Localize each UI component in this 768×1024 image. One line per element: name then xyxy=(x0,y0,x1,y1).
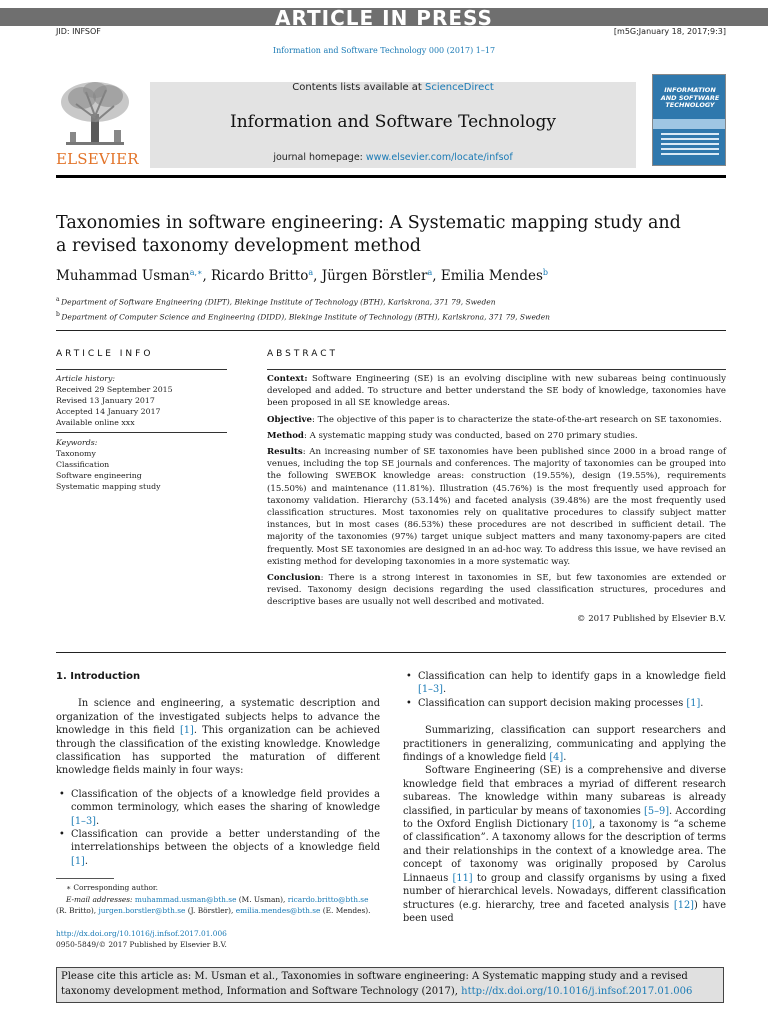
author-name: Ricardo Britto xyxy=(211,268,309,284)
journal-cover xyxy=(652,74,726,166)
citation-link[interactable]: [5–9] xyxy=(644,805,670,817)
footnote-rule xyxy=(56,878,114,879)
email-owner: (M. Usman), xyxy=(236,894,288,904)
keyword-item: Classification xyxy=(56,460,110,469)
affiliation-mark: b xyxy=(56,310,60,318)
cover-strip xyxy=(653,119,726,129)
publisher-name: ELSEVIER xyxy=(56,150,139,168)
author-list: Muhammad Usman$^{a,∗}$, Ricardo Britto$^a$, Jürgen Börstler$^a$, Emilia Mendes$^b$ xyxy=(56,268,549,284)
abstract-conclusion xyxy=(267,572,726,609)
article-info-rule xyxy=(56,369,227,370)
copyright-line: © 2017 Published by Elsevier B.V. xyxy=(576,613,726,624)
abstract-text: Software Engineering (SE) is an evolving discipline with new subareas being continuously developed and added. To structure and better understand the SE body of knowledge, taxonomies have been proposed in all SE knowledge areas. xyxy=(267,374,726,409)
journal-header-panel xyxy=(150,82,636,168)
history-item: Revised 13 January 2017 xyxy=(56,396,155,405)
citation-link[interactable]: [4] xyxy=(549,752,564,764)
text-run: . xyxy=(96,815,100,827)
abstract-label: Objective xyxy=(267,414,312,425)
homepage-link[interactable]: www.elsevier.com/locate/infsof xyxy=(365,152,513,163)
citation-text: Please cite this article as: M. Usman et al., Taxonomies in software engineering: A Systematic mapping study and a revised taxonomy development method, Information and Software Technology (2017), xyxy=(61,971,688,997)
text-run: Software Engineering (SE) is a comprehensive and diverse knowledge field that embraces a myriad of different research subareas. The knowledge within many subareas is already classified, in particular by means of taxonomies xyxy=(403,765,726,817)
article-in-press-label: ARTICLE IN PRESS xyxy=(275,6,493,30)
text-run: Classification can provide a better understanding of the interrelationships between the objects of a knowledge field xyxy=(71,829,380,854)
body-right-column xyxy=(403,670,726,925)
abstract-results xyxy=(267,446,726,568)
author-affiliation-mark[interactable]: a,∗ xyxy=(189,268,203,277)
citation-link[interactable]: [10] xyxy=(572,819,593,831)
text-run: to group and classify organisms by using a fixed number of hierarchical levels. Nowadays, different classification structures (e.g. hierarchy, tree and faceted analysis xyxy=(403,872,726,911)
citation-link[interactable]: [11] xyxy=(452,872,473,884)
journal-reference[interactable]: Information and Software Technology 000 (2017) 1–17 xyxy=(272,46,496,55)
doi-link[interactable]: http://dx.doi.org/10.1016/j.infsof.2017.01.006 xyxy=(56,929,227,938)
cover-title: INFORMATION AND SOFTWARE TECHNOLOGY xyxy=(660,86,720,109)
section-heading-introduction: 1. Introduction xyxy=(56,671,141,682)
keywords-label: Keywords: xyxy=(56,438,98,447)
affiliation-text: Department of Computer Science and Engineering (DIDD), Blekinge Institute of Technology (BTH), Karlskrona, 371 79, Sweden xyxy=(61,312,550,321)
abstract-text: : The objective of this paper is to characterize the state-of-the-art research on SE taxonomies. xyxy=(312,414,722,425)
list-item xyxy=(56,788,380,828)
citation-link[interactable]: [1] xyxy=(179,725,194,737)
elsevier-logo xyxy=(56,80,139,168)
citation-link[interactable]: [12] xyxy=(673,899,695,911)
classification-benefits-list xyxy=(56,788,380,868)
affiliation-text: Department of Software Engineering (DIPT), Blekinge Institute of Technology (BTH), Karlskrona, 371 79, Sweden xyxy=(61,297,496,307)
keywords xyxy=(56,437,231,492)
citation-link[interactable]: [1–3] xyxy=(71,815,97,827)
affiliation-mark: a xyxy=(56,296,60,303)
text-run: Classification can help to identify gaps in a knowledge field xyxy=(418,671,726,682)
citation-doi-link[interactable]: http://dx.doi.org/10.1016/j.infsof.2017.01.006 xyxy=(461,986,693,997)
abstract-text: : A systematic mapping study was conducted, based on 270 primary studies. xyxy=(303,430,638,441)
se-paragraph xyxy=(403,764,726,925)
contents-line xyxy=(150,82,636,93)
classification-benefits-list-continued xyxy=(403,670,726,710)
title-rule xyxy=(56,330,726,331)
summary-paragraph xyxy=(403,724,726,764)
text-run: In science and engineering, a systematic description and organization of the investigated subjects helps to advance the knowledge in this field xyxy=(56,698,380,737)
text-run: Summarizing, classification can support researchers and practitioners in generalizing, communicating and applying the findings of a knowledge field xyxy=(403,725,726,764)
citation-link[interactable]: [1] xyxy=(71,855,85,867)
abstract-label: Results xyxy=(267,447,303,458)
citation-box xyxy=(56,967,724,1003)
cover-lines xyxy=(661,133,719,158)
text-run: . According to the Oxford English Dictionary xyxy=(403,805,726,831)
email-addresses-continued xyxy=(56,905,386,917)
doi-block xyxy=(56,928,386,950)
email-owner: (E. Mendes). xyxy=(320,906,371,915)
citation-link[interactable]: [1–3] xyxy=(418,684,444,696)
affiliation-item xyxy=(56,294,696,309)
email-label: E-mail addresses: xyxy=(66,894,133,904)
author-affiliation-mark[interactable]: b xyxy=(542,268,549,277)
abstract-body xyxy=(267,373,726,625)
sciencedirect-link[interactable]: ScienceDirect xyxy=(425,82,494,93)
abstract-objective xyxy=(267,414,726,426)
text-run: Classification can support decision making processes xyxy=(418,697,687,709)
elsevier-tree-icon xyxy=(56,80,134,150)
author-name: Muhammad Usman xyxy=(56,268,190,284)
list-item xyxy=(56,828,380,868)
email-owner: (J. Börstler), xyxy=(185,906,236,915)
keyword-item: Taxonomy xyxy=(56,449,96,458)
email-owner: (R. Britto), xyxy=(56,906,99,915)
abstract-context xyxy=(267,373,726,410)
text-run: . xyxy=(443,684,447,696)
keywords-rule xyxy=(56,432,227,433)
journal-title: Information and Software Technology xyxy=(230,112,556,132)
text-run: Classification of the objects of a knowledge field provides a common terminology, which eases the sharing of knowledge xyxy=(71,788,380,814)
header-rule xyxy=(56,175,726,178)
article-history xyxy=(56,373,231,428)
abstract-text: : An increasing number of SE taxonomies have been published since 2000 in a broad range of venues, including the top SE journals and conferences. The majority of taxonomies can be grouped into the following SWEBOK knowledge areas: construction (19.55%), design (19.55%), requirements (15.50%) and maintenance (11.81%). Illustration (45.76%) is the most frequently used approach for taxonomy validation. Hierarchy (53.14%) and faceted analysis (39.48%) are the most frequently used classification structures. Most taxonomies rely on qualitative procedures to classify subject matter instances, but in most cases (86.53%) these procedures are not described in sufficient detail. The majority of the taxonomies (97%) target unique subject matters and many taxonomy-papers are cited frequently. Most SE taxonomies are designed in an ad-hoc way. To address this issue, we have revised an existing method for developing taxonomies in a more systematic way. xyxy=(267,447,726,567)
abstract-label: Context: xyxy=(267,374,308,384)
journal-id: JID: INFSOF xyxy=(56,27,101,36)
article-info-heading: ARTICLE INFO xyxy=(56,349,154,359)
text-run: . xyxy=(700,697,704,709)
abstract-text: : There is a strong interest in taxonomies in SE, but few taxonomies are extended or revised. Taxonomy design decisions regarding the used classification structures, procedures and descriptive bases are usually not well described and motivated. xyxy=(267,573,726,608)
affiliations xyxy=(56,294,696,323)
email-addresses xyxy=(56,894,386,906)
email-link[interactable]: muhammad.usman@bth.se xyxy=(134,894,237,904)
abstract-method xyxy=(267,430,726,442)
author-name: Jürgen Börstler xyxy=(321,268,428,284)
homepage-prefix: journal homepage: xyxy=(273,152,366,163)
history-item: Received 29 September 2015 xyxy=(56,385,173,394)
body-left-column xyxy=(56,670,380,868)
homepage-line xyxy=(150,152,636,163)
history-label: Article history: xyxy=(56,374,116,383)
list-item xyxy=(403,670,726,697)
citation-link[interactable]: [1] xyxy=(686,697,701,709)
corresponding-author-note: ∗ Corresponding author. xyxy=(66,883,158,892)
abstract-label: Conclusion xyxy=(267,573,321,584)
abstract-end-rule xyxy=(56,652,726,653)
list-item xyxy=(403,697,726,710)
contents-prefix: Contents lists available at xyxy=(292,82,426,93)
email-link[interactable]: ricardo.britto@bth.se xyxy=(287,894,369,904)
intro-paragraph xyxy=(56,697,380,777)
text-run: . xyxy=(84,855,89,867)
author-affiliation-mark[interactable]: a xyxy=(427,268,433,277)
abstract-rule xyxy=(267,369,726,370)
article-title: Taxonomies in software engineering: A Systematic mapping study and a revised taxonomy development method xyxy=(56,213,681,256)
keyword-item: Software engineering xyxy=(56,471,142,480)
issn-line: 0950-5849/© 2017 Published by Elsevier B.V. xyxy=(56,940,227,949)
history-item: Accepted 14 January 2017 xyxy=(56,407,161,416)
footnotes xyxy=(56,882,386,917)
history-item: Available online xxx xyxy=(56,418,135,427)
keyword-item: Systematic mapping study xyxy=(56,482,161,491)
abstract-heading: ABSTRACT xyxy=(267,349,339,359)
build-stamp: [m5G;January 18, 2017;9:3] xyxy=(613,27,726,36)
text-run: . This organization can be achieved through the classification of the existing knowledge. Knowledge classification has supported the maturation of different knowledge fields mainly in four ways: xyxy=(56,725,380,777)
abstract-label: Method xyxy=(267,430,304,441)
text-run: , a taxonomy is “a scheme of classification”. A taxonomy allows for the description of terms and their relationships in the context of a knowledge area. The concept of taxonomy was originally proposed by Carolus Linnaeus xyxy=(403,819,726,884)
affiliation-item xyxy=(56,309,696,324)
text-run: ) have been used xyxy=(403,899,726,924)
author-name: Emilia Mendes xyxy=(440,268,543,284)
text-run: . xyxy=(563,752,567,764)
email-link[interactable]: jurgen.borstler@bth.se xyxy=(98,906,186,915)
author-affiliation-mark[interactable]: a xyxy=(308,268,314,277)
email-link[interactable]: emilia.mendes@bth.se xyxy=(235,906,321,915)
